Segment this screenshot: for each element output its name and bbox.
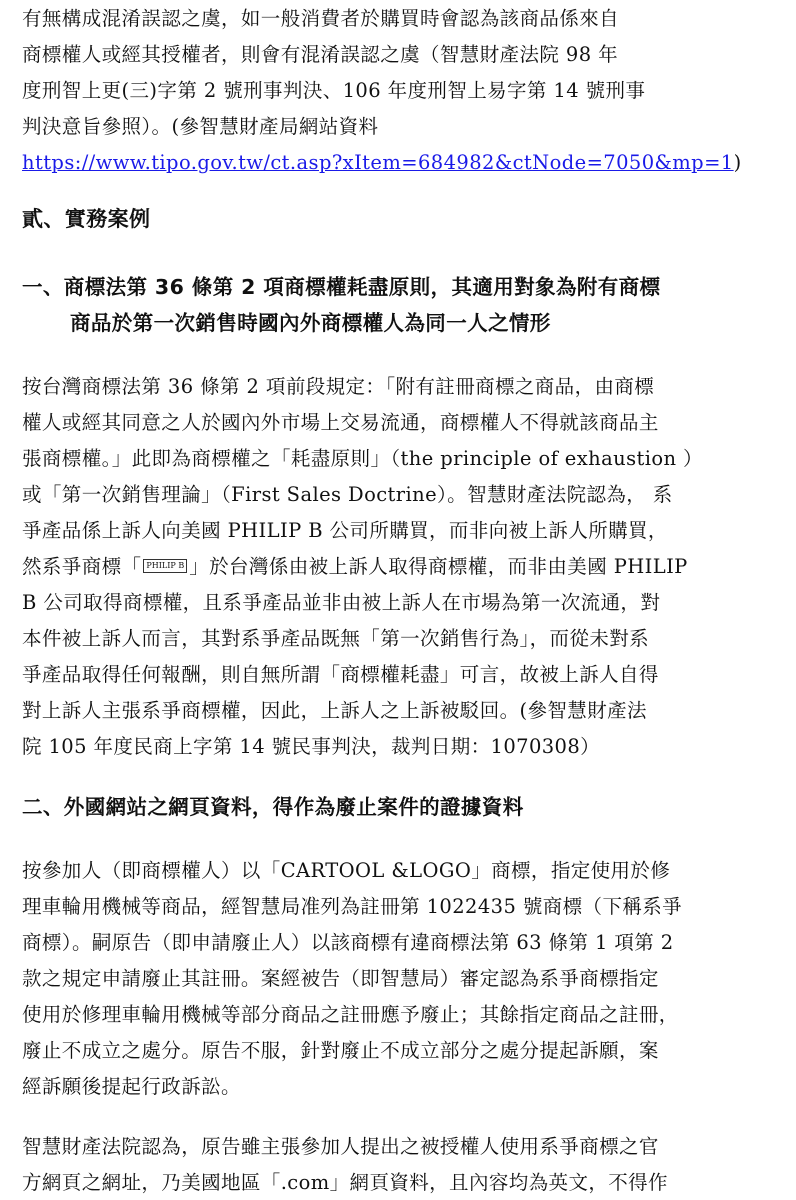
case1-para-line-1: 按台灣商標法第 36 條第 2 項前段規定：「附有註冊商標之商品，由商標: [22, 375, 655, 398]
case1-para-line-7: B 公司取得商標權，且系爭產品並非由被上訴人在市場為第一次流通，對: [22, 591, 661, 614]
case2-heading: 二、外國網站之網頁資料，得作為廢止案件的證據資料: [22, 795, 524, 819]
case1-para-line-2: 權人或經其同意之人於國內外市場上交易流通，商標權人不得就該商品主: [22, 411, 659, 434]
case1-para-line-6b: 」於台灣係由被上訴人取得商標權，而非由美國 PHILIP: [189, 555, 688, 578]
case2-para-line-4: 款之規定申請廢止其註冊。案經被告（即智慧局）審定認為系爭商標指定: [22, 967, 659, 990]
case2-para-line-3: 商標）。嗣原告（即申請廢止人）以該商標有違商標法第 63 條第 1 項第 2: [22, 931, 674, 954]
case1-para-line-9: 爭產品取得任何報酬，則自無所謂「商標權耗盡」可言，故被上訴人自得: [22, 663, 659, 686]
case2-para-line-1: 按參加人（即商標權人）以「CARTOOL &LOGO」商標，指定使用於修: [22, 859, 671, 882]
case2-para-line-6: 廢止不成立之處分。原告不服，針對廢止不成立部分之處分提起訴願，案: [22, 1039, 659, 1062]
document-page: [22, 0, 782, 1200]
case1-para-line-6: [22, 550, 688, 584]
case1-para-line-8: 本件被上訴人而言，其對系爭產品既無「第一次銷售行為」，而從未對系: [22, 627, 650, 650]
case1-heading-line-1: 一、商標法第 36 條第 2 項商標權耗盡原則，其適用對象為附有商標: [22, 275, 661, 299]
intro-line-2: 商標權人或經其授權者，則會有混淆誤認之虞（智慧財產法院 98 年: [22, 43, 619, 66]
case1-para-line-5: 爭產品係上訴人向美國 PHILIP B 公司所購買，而非向被上訴人所購買，: [22, 519, 668, 542]
case1-para-line-3: 張商標權。」此即為商標權之「耗盡原則」（the principle of exhaustion ）: [22, 447, 703, 470]
link-close-paren: ): [733, 151, 742, 174]
intro-line-5: [22, 146, 742, 180]
case2-para2-line-2: 方網頁之網址，乃美國地區「.com」網頁資料，且內容均為英文，不得作: [22, 1171, 668, 1194]
intro-line-4: 判決意旨參照）。(參智慧財產局網站資料: [22, 115, 379, 138]
case1-para-line-4: 或「第一次銷售理論」（First Sales Doctrine）。智慧財產法院認為， 系: [22, 483, 673, 506]
case2-para2-line-1: 智慧財產法院認為，原告雖主張參加人提出之被授權人使用系爭商標之官: [22, 1135, 659, 1158]
section-heading: 貳、實務案例: [22, 207, 151, 231]
intro-line-1: 有無構成混淆誤認之虞，如一般消費者於購買時會認為該商品係來自: [22, 7, 620, 30]
case1-heading-line-2: 商品於第一次銷售時國內外商標權人為同一人之情形: [70, 311, 551, 335]
philip-b-logo: PHILIP B: [143, 559, 187, 573]
case1-para-line-6a: 然系爭商標「: [22, 555, 142, 578]
intro-line-3: 度刑智上更(三)字第 2 號刑事判決、106 年度刑智上易字第 14 號刑事: [22, 79, 646, 102]
tipo-link[interactable]: https://www.tipo.gov.tw/ct.asp?xItem=684982&ctNode=7050&mp=1: [22, 151, 734, 174]
case2-para-line-5: 使用於修理車輪用機械等部分商品之註冊應予廢止；其餘指定商品之註冊，: [22, 1003, 679, 1026]
case1-para-line-10: 對上訴人主張系爭商標權，因此，上訴人之上訴被駁回。(參智慧財產法: [22, 699, 647, 722]
case2-para-line-2: 理車輪用機械等商品，經智慧局准列為註冊第 1022435 號商標（下稱系爭: [22, 895, 683, 918]
case1-para-line-11: 院 105 年度民商上字第 14 號民事判決，裁判日期：1070308）: [22, 735, 601, 758]
case2-para-line-7: 經訴願後提起行政訴訟。: [22, 1075, 241, 1098]
